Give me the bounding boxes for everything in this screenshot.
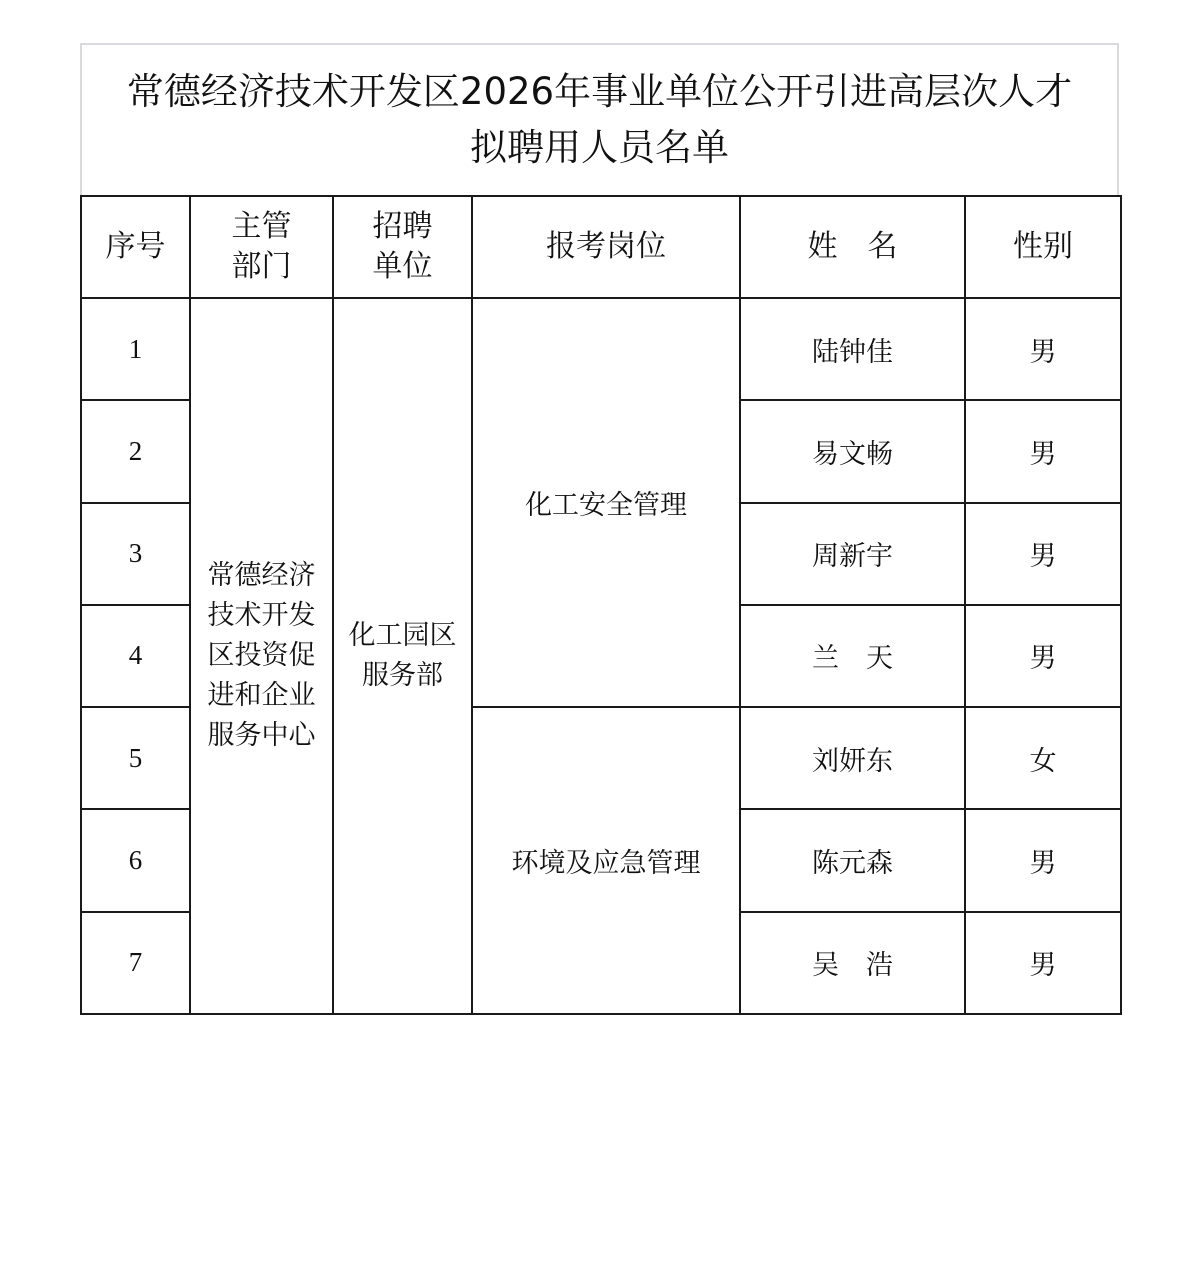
department-line: 常德经济 xyxy=(207,560,316,591)
department-cell xyxy=(190,298,333,1014)
row-gender: 男 xyxy=(965,503,1121,605)
department-line: 技术开发 xyxy=(207,600,316,631)
header-department-line1: 主管 xyxy=(231,209,292,244)
row-name: 易文畅 xyxy=(740,400,965,502)
title-line-2: 拟聘用人员名单 xyxy=(470,126,729,169)
department-line: 区投资促 xyxy=(207,640,316,671)
row-seq: 4 xyxy=(81,605,190,707)
row-seq: 6 xyxy=(81,809,190,911)
row-gender: 男 xyxy=(965,605,1121,707)
row-seq: 5 xyxy=(81,707,190,809)
row-gender: 男 xyxy=(965,400,1121,502)
row-name: 陈元森 xyxy=(740,809,965,911)
position-cell: 化工安全管理 xyxy=(472,298,740,707)
row-gender: 男 xyxy=(965,298,1121,400)
row-name: 吴 浩 xyxy=(740,912,965,1014)
employer-line: 化工园区 xyxy=(348,620,457,651)
header-employer-line2: 单位 xyxy=(372,249,433,284)
row-name: 兰 天 xyxy=(740,605,965,707)
table-header-row xyxy=(81,196,1121,298)
table-row xyxy=(81,298,1121,400)
employer-line: 服务部 xyxy=(362,660,443,691)
row-gender: 男 xyxy=(965,912,1121,1014)
department-line: 进和企业 xyxy=(207,680,316,711)
document-title xyxy=(80,43,1119,195)
header-employer-line1: 招聘 xyxy=(372,209,433,244)
header-gender: 性别 xyxy=(965,196,1121,298)
header-seq: 序号 xyxy=(81,196,190,298)
header-name: 姓 名 xyxy=(740,196,965,298)
position-cell: 环境及应急管理 xyxy=(472,707,740,1014)
row-gender: 男 xyxy=(965,809,1121,911)
title-line-1: 常德经济技术开发区2026年事业单位公开引进高层次人才 xyxy=(126,70,1073,113)
row-seq: 7 xyxy=(81,912,190,1014)
row-seq: 3 xyxy=(81,503,190,605)
row-name: 周新宇 xyxy=(740,503,965,605)
row-gender: 女 xyxy=(965,707,1121,809)
header-employer xyxy=(333,196,472,298)
row-seq: 2 xyxy=(81,400,190,502)
row-seq: 1 xyxy=(81,298,190,400)
header-department-line2: 部门 xyxy=(231,249,292,284)
personnel-table xyxy=(80,195,1122,1015)
row-name: 陆钟佳 xyxy=(740,298,965,400)
header-department xyxy=(190,196,333,298)
employer-cell xyxy=(333,298,472,1014)
department-line: 服务中心 xyxy=(207,720,316,751)
row-name: 刘妍东 xyxy=(740,707,965,809)
header-position: 报考岗位 xyxy=(472,196,740,298)
